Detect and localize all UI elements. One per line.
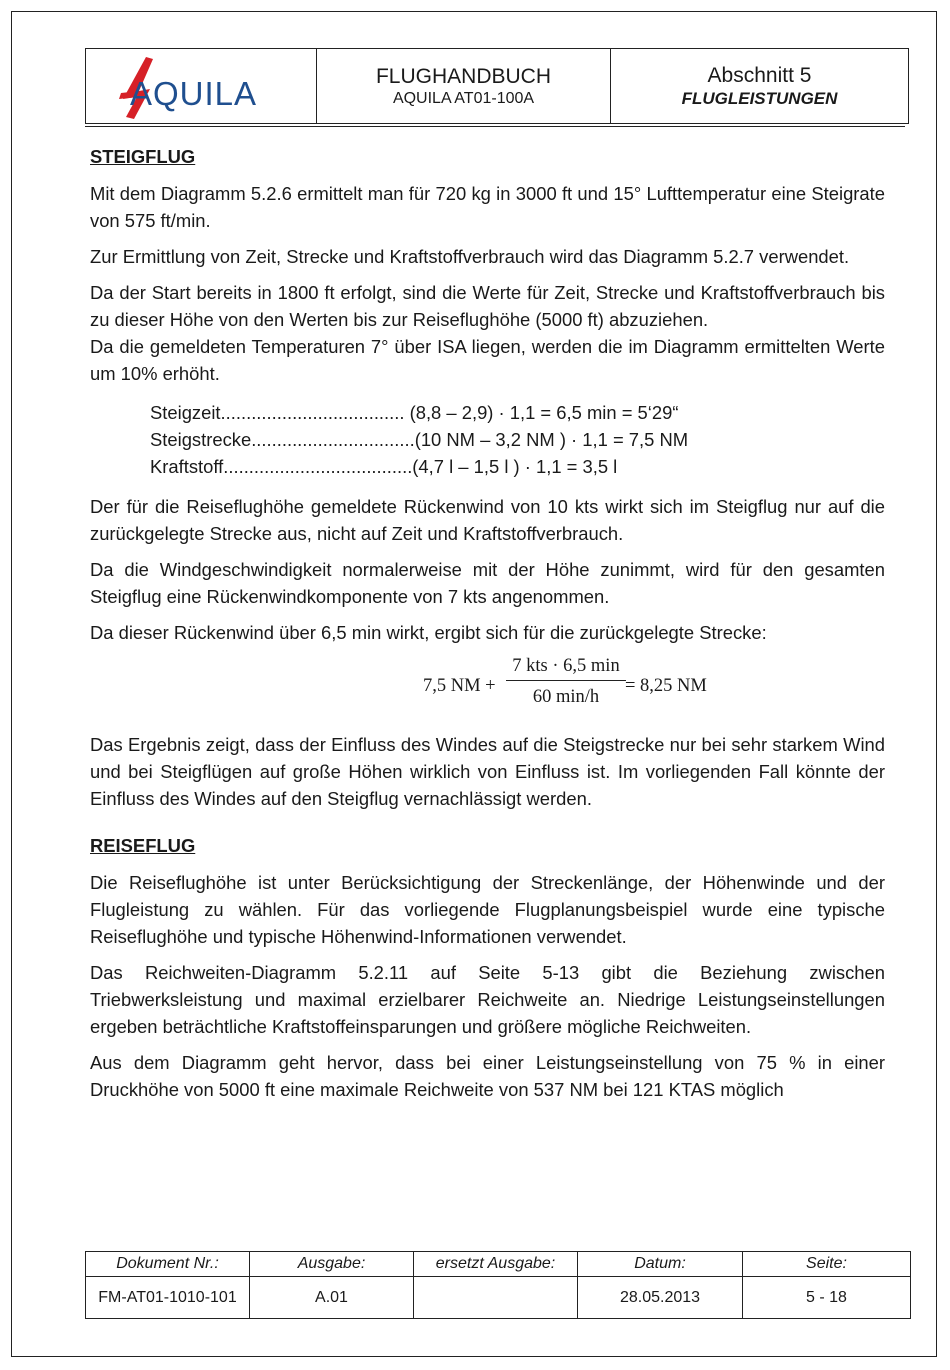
calc-line-climb-distance: Steigstrecke................................(10 NM – 3,2 NM ) · 1,1 = 7,5 NM	[150, 429, 689, 450]
formula-fraction	[506, 655, 626, 708]
paragraph: Zur Ermittlung von Zeit, Strecke und Kraftstoffverbrauch wird das Diagramm 5.2.7 verwendet.	[90, 246, 850, 267]
header-underline	[85, 126, 905, 127]
footer-label-document-no: Dokument Nr.:	[86, 1252, 250, 1277]
footer-value-replaces-edition	[414, 1277, 578, 1319]
paragraph: Die Reiseflughöhe ist unter Berücksichtigung der Streckenlänge, der Höhenwinde und der Flugleistung zu wählen. Für das vorliegende Flugplanungsbeispiel wurde eine typische Reiseflughöhe und typische Höhenwind-Informationen verwendet.	[90, 872, 885, 947]
fraction-bar	[506, 680, 626, 681]
footer-label-date: Datum:	[578, 1252, 743, 1277]
paragraph: Aus dem Diagramm geht hervor, dass bei einer Leistungseinstellung von 75 % in einer Druckhöhe von 5000 ft eine maximale Reichweite von 537 NM bei 121 KTAS möglich	[90, 1052, 885, 1100]
calc-line-climb-time: Steigzeit.................................... (8,8 – 2,9) · 1,1 = 6,5 min = 5‘29“	[150, 402, 679, 423]
page-footer	[85, 1251, 911, 1319]
paragraph: Da die gemeldeten Temperaturen 7° über ISA liegen, werden die im Diagramm ermittelten Werte um 10% erhöht.	[90, 336, 885, 384]
formula-denominator: 60 min/h	[532, 687, 600, 707]
footer-value-page: 5 - 18	[743, 1277, 911, 1319]
footer-label-replaces-edition: ersetzt Ausgabe:	[414, 1252, 578, 1277]
footer-value-edition: A.01	[250, 1277, 414, 1319]
paragraph: Das Ergebnis zeigt, dass der Einfluss des Windes auf die Steigstrecke nur bei sehr starkem Wind und bei Steigflügen auf große Höhen wirklich von Einfluss ist. Im vorliegenden Fall könnte der Einfluss des Windes auf den Steigflug vernachlässigt werden.	[90, 734, 885, 809]
logo-cell	[86, 49, 317, 124]
calc-line-fuel: Kraftstoff.....................................(4,7 l – 1,5 l ) · 1,1 = 3,5 l	[150, 456, 618, 477]
paragraph: Da der Start bereits in 1800 ft erfolgt, sind die Werte für Zeit, Strecke und Kraftstoffverbrauch bis zu dieser Höhe von den Werten bis zur Reiseflughöhe (5000 ft) abzuziehen.	[90, 282, 885, 330]
section-title: FLUGLEISTUNGEN	[681, 89, 838, 108]
section-cell	[611, 49, 909, 124]
formula-numerator: 7 kts · 6,5 min	[512, 656, 620, 676]
paragraph: Das Reichweiten-Diagramm 5.2.11 auf Seite 5-13 gibt die Beziehung zwischen Triebwerksleistung und maximal erzielbarer Reichweite an. Niedrige Leistungseinstellungen ergeben beträchtliche Kraftstoffeinsparungen und größere mögliche Reichweiten.	[90, 962, 885, 1037]
paragraph: Der für die Reiseflughöhe gemeldete Rückenwind von 10 kts wirkt sich im Steigflug nur auf die zurückgelegte Strecke aus, nicht auf Zeit und Kraftstoffverbrauch.	[90, 496, 885, 544]
aircraft-model: AQUILA AT01-100A	[392, 89, 535, 107]
footer-label-page: Seite:	[743, 1252, 911, 1277]
section-label: Abschnitt 5	[707, 64, 812, 87]
formula-rhs: = 8,25 NM	[625, 676, 707, 696]
page-content	[90, 143, 885, 1112]
page-header	[85, 48, 909, 124]
paragraph: Da dieser Rückenwind über 6,5 min wirkt, ergibt sich für die zurückgelegte Strecke:	[90, 622, 767, 643]
footer-value-date: 28.05.2013	[578, 1277, 743, 1319]
paragraph: Da die Windgeschwindigkeit normalerweise mit der Höhe zunimmt, wird für den gesamten Steigflug eine Rückenwindkomponente von 7 kts angenommen.	[90, 559, 885, 607]
heading-cruise: REISEFLUG	[90, 835, 196, 856]
heading-climb: STEIGFLUG	[90, 146, 196, 167]
footer-value-document-no: FM-AT01-1010-101	[86, 1277, 250, 1319]
paragraph: Mit dem Diagramm 5.2.6 ermittelt man für 720 kg in 3000 ft und 15° Lufttemperatur eine Steigrate von 575 ft/min.	[90, 183, 885, 231]
footer-label-edition: Ausgabe:	[250, 1252, 414, 1277]
climb-calculation	[150, 399, 885, 480]
aquila-logo	[86, 49, 316, 123]
logo-wordmark: AQUILA	[130, 75, 258, 112]
distance-formula	[90, 655, 885, 715]
manual-title: FLUGHANDBUCH	[375, 64, 551, 88]
formula-lhs: 7,5 NM +	[423, 676, 496, 696]
manual-title-cell	[317, 49, 611, 124]
